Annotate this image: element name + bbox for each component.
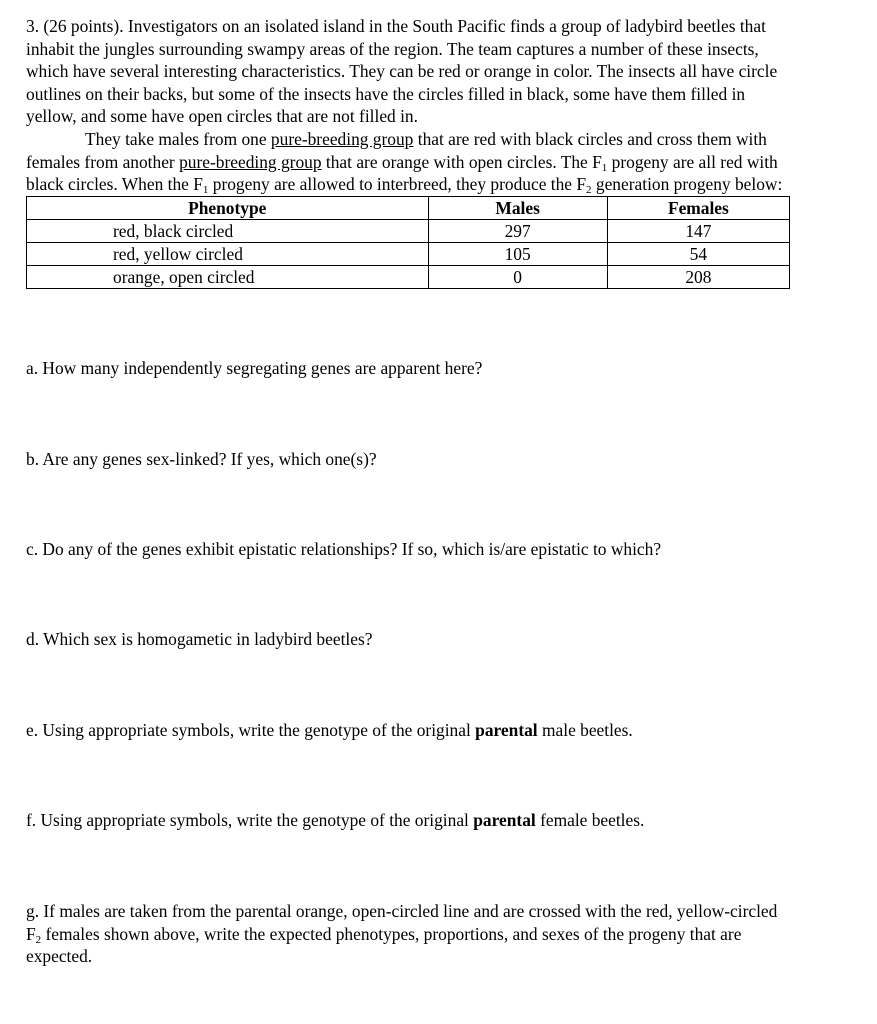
question-g bbox=[26, 900, 796, 968]
question-f bbox=[26, 809, 806, 832]
cross-description-paragraph bbox=[26, 128, 796, 196]
header-females: Females bbox=[607, 196, 789, 219]
question-e bbox=[26, 719, 806, 742]
females-cell: 147 bbox=[607, 219, 789, 242]
intro-paragraph: 3. (26 points). Investigators on an isolated island in the South Pacific finds a group of ladybird beetles that inhabit the jungles surrounding swampy areas of the region. The team captures a number of these insects, which have several interesting characteristics. They can be red or orange in color. The insects all have circle outlines on their backs, but some of the insects have the circles filled in black, some have them filled in yellow, and some have open circles that are not filled in. bbox=[26, 16, 778, 127]
question-text: g. If males are taken from the parental orange, open-circled line and are crossed with the red, yellow-circled F bbox=[26, 901, 778, 944]
cross-text: progeny are all red with black circles. When the F bbox=[26, 151, 778, 195]
cross-text: progeny are allowed to interbreed, they produce the F bbox=[208, 174, 587, 195]
question-text: f. Using appropriate symbols, write the genotype of the original bbox=[26, 810, 474, 830]
table-header-row bbox=[27, 196, 790, 219]
females-cell: 54 bbox=[607, 242, 789, 265]
problem-page bbox=[26, 15, 796, 967]
males-cell: 105 bbox=[428, 242, 607, 265]
bold-term: parental bbox=[473, 810, 536, 830]
subscript: 1 bbox=[202, 184, 209, 197]
females-cell: 208 bbox=[607, 265, 789, 288]
question-text: male beetles. bbox=[537, 720, 633, 740]
table-row bbox=[27, 219, 790, 242]
cross-text: that are red with black circles and cross them with females from another bbox=[26, 128, 767, 172]
table-row bbox=[27, 265, 790, 288]
question-text: females shown above, write the expected phenotypes, proportions, and sexes of the progeny that are expected. bbox=[26, 923, 742, 967]
question-text: e. Using appropriate symbols, write the genotype of the original bbox=[26, 720, 476, 740]
question-a: a. How many independently segregating genes are apparent here? bbox=[26, 358, 483, 378]
phenotype-cell: red, black circled bbox=[27, 219, 429, 242]
males-cell: 0 bbox=[428, 265, 607, 288]
phenotype-cell: orange, open circled bbox=[27, 265, 429, 288]
header-males: Males bbox=[428, 196, 607, 219]
header-phenotype: Phenotype bbox=[27, 196, 429, 219]
cross-text: generation progeny below: bbox=[591, 174, 783, 195]
subscript: 2 bbox=[35, 933, 42, 946]
question-b: b. Are any genes sex-linked? If yes, which one(s)? bbox=[26, 449, 377, 469]
question-d: d. Which sex is homogametic in ladybird beetles? bbox=[26, 629, 373, 649]
subscript: 1 bbox=[601, 161, 608, 174]
phenotype-cell: red, yellow circled bbox=[27, 242, 429, 265]
cross-text: that are orange with open circles. The F bbox=[321, 151, 602, 172]
table-row bbox=[27, 242, 790, 265]
f2-progeny-table bbox=[26, 196, 790, 289]
cross-text: They take males from one bbox=[85, 128, 271, 149]
bold-term: parental bbox=[475, 720, 538, 740]
question-c: c. Do any of the genes exhibit epistatic relationships? If so, which is/are epistatic to which? bbox=[26, 539, 662, 559]
males-cell: 297 bbox=[428, 219, 607, 242]
subscript: 2 bbox=[586, 184, 592, 197]
pure-breeding-link-1: pure-breeding group bbox=[270, 128, 414, 149]
question-text: female beetles. bbox=[535, 810, 645, 830]
pure-breeding-link-2: pure-breeding group bbox=[179, 151, 322, 172]
